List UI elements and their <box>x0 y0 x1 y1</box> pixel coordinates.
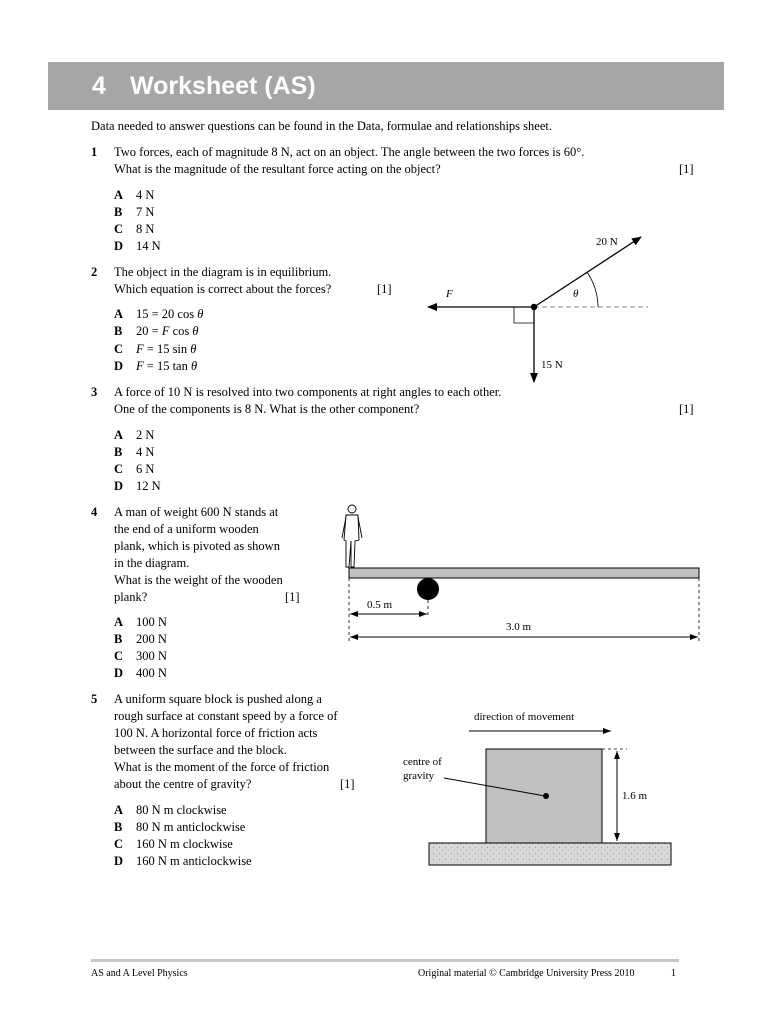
question-number: 2 <box>91 265 98 279</box>
option-text: 100 N <box>136 615 167 629</box>
option-text: 80 N m anticlockwise <box>136 820 246 834</box>
question-number: 1 <box>91 145 98 159</box>
question-text: Which equation is correct about the forces? <box>114 282 332 296</box>
question-mark: [1] <box>679 162 694 176</box>
question-text: in the diagram. <box>114 556 190 570</box>
question-mark: [1] <box>679 402 694 416</box>
footer-divider <box>91 959 679 962</box>
option-text: 4 N <box>136 188 155 202</box>
rough-surface <box>429 843 671 865</box>
option-letter: B <box>114 445 123 459</box>
question-text: 100 N. A horizontal force of friction acts <box>114 726 318 740</box>
variable-f: F <box>136 342 144 356</box>
question-text: plank, which is pivoted as shown <box>114 539 280 553</box>
direction-label: direction of movement <box>474 711 575 723</box>
option-text: 7 N <box>136 205 155 219</box>
centre-of-gravity-label: centre of <box>403 756 442 768</box>
theta-symbol: θ <box>190 342 197 356</box>
height-label: 1.6 m <box>622 790 648 802</box>
question-text: plank? <box>114 590 148 604</box>
dimension-3-0m-label: 3.0 m <box>506 621 532 633</box>
option-text: 160 N m clockwise <box>136 837 233 851</box>
option-text: 160 N m anticlockwise <box>136 854 252 868</box>
option-letter: B <box>114 632 123 646</box>
question-text: A force of 10 N is resolved into two components at right angles to each other. <box>114 385 502 399</box>
angle-label: θ <box>573 288 579 300</box>
option-text: 12 N <box>136 479 161 493</box>
force-20n-label: 20 N <box>596 236 618 248</box>
theta-symbol: θ <box>192 324 199 338</box>
option-letter: C <box>114 222 124 236</box>
option-text: cos <box>169 324 193 338</box>
variable-f: F <box>136 359 144 373</box>
option-letter: C <box>114 837 124 851</box>
option-text: 15 = 20 cos <box>136 307 198 321</box>
force-15n-label: 15 N <box>541 359 563 371</box>
question-text: A man of weight 600 N stands at <box>114 505 279 519</box>
option-letter: B <box>114 324 123 338</box>
question-text: A uniform square block is pushed along a <box>114 692 322 706</box>
option-letter: D <box>114 854 124 868</box>
question-mark: [1] <box>340 777 355 791</box>
worksheet-number: 4 <box>92 71 106 100</box>
question-number: 5 <box>91 692 98 706</box>
option-letter: A <box>114 615 124 629</box>
footer-copyright: Original material © Cambridge University Press 2010 <box>418 968 635 979</box>
question-text: One of the components is 8 N. What is the other component? <box>114 402 420 416</box>
option-letter: D <box>114 359 124 373</box>
theta-symbol: θ <box>197 307 204 321</box>
centre-of-gravity-point <box>543 793 549 799</box>
option-letter: B <box>114 205 123 219</box>
option-text: 300 N <box>136 649 167 663</box>
option-text: 8 N <box>136 222 155 236</box>
option-text: 20 = <box>136 324 162 338</box>
question-text: What is the magnitude of the resultant force acting on the object? <box>114 162 441 176</box>
option-text: = 15 sin <box>143 342 191 356</box>
question-number: 3 <box>91 385 98 399</box>
centre-of-gravity-label: gravity <box>403 770 435 782</box>
option-letter: A <box>114 428 124 442</box>
option-text: 2 N <box>136 428 155 442</box>
option-letter: D <box>114 479 124 493</box>
question-mark: [1] <box>377 282 392 296</box>
option-letter: D <box>114 666 124 680</box>
question-number: 4 <box>91 505 98 519</box>
force-f-label: F <box>446 288 453 300</box>
question-text: the end of a uniform wooden <box>114 522 259 536</box>
option-text: 80 N m clockwise <box>136 803 227 817</box>
question-mark: [1] <box>285 590 300 604</box>
option-letter: A <box>114 307 124 321</box>
question-text: Two forces, each of magnitude 8 N, act on an object. The angle between the two forces is 60°. <box>114 145 585 159</box>
option-text: 400 N <box>136 666 167 680</box>
variable-f: F <box>161 324 170 338</box>
worksheet-title: Worksheet (AS) <box>130 71 316 100</box>
question-text: about the centre of gravity? <box>114 777 252 791</box>
option-letter: B <box>114 820 123 834</box>
option-letter: C <box>114 462 124 476</box>
option-text: 14 N <box>136 239 161 253</box>
option-text: 4 N <box>136 445 155 459</box>
option-letter: C <box>114 342 124 356</box>
question-text: The object in the diagram is in equilibrium. <box>114 265 332 279</box>
option-text: = 15 tan <box>143 359 191 373</box>
option-text: 200 N <box>136 632 167 646</box>
intro-text: Data needed to answer questions can be found in the Data, formulae and relationships sheet. <box>91 119 552 133</box>
dimension-0-5m-label: 0.5 m <box>367 599 393 611</box>
question-text: rough surface at constant speed by a force of <box>114 709 338 723</box>
option-letter: C <box>114 649 124 663</box>
question-text: What is the weight of the wooden <box>114 573 283 587</box>
option-text: 6 N <box>136 462 155 476</box>
question-text: What is the moment of the force of friction <box>114 760 330 774</box>
footer-course: AS and A Level Physics <box>91 968 188 979</box>
option-letter: A <box>114 188 124 202</box>
option-letter: A <box>114 803 124 817</box>
question-text: between the surface and the block. <box>114 743 287 757</box>
option-letter: D <box>114 239 124 253</box>
theta-symbol: θ <box>190 359 198 373</box>
page-number: 1 <box>671 968 676 979</box>
